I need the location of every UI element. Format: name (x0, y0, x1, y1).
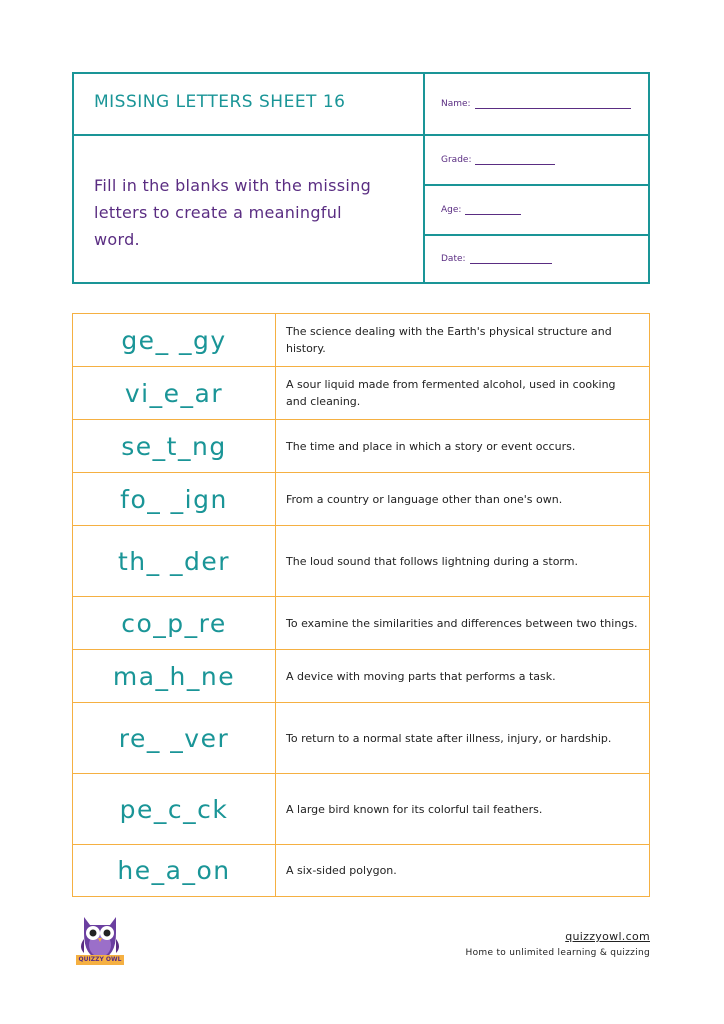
tagline: Home to unlimited learning & quizzing (465, 948, 650, 958)
missing-letter-word: he_a_on (73, 845, 276, 896)
student-info-panel (423, 74, 648, 282)
instructions-text: Fill in the blanks with the missing letters to create a meaningful word. (94, 176, 372, 249)
grade-label: Grade: (441, 155, 472, 165)
missing-letter-word: ge_ _gy (73, 314, 276, 366)
table-row (73, 844, 649, 896)
name-label: Name: (441, 99, 471, 109)
missing-letter-word: fo_ _ign (73, 473, 276, 525)
word-clue: A device with moving parts that performs a task. (286, 669, 556, 683)
grade-field[interactable] (423, 136, 648, 186)
word-clue: To examine the similarities and differences between two things. (286, 616, 638, 630)
table-row (73, 773, 649, 844)
word-clue: From a country or language other than one's own. (286, 492, 563, 506)
missing-letter-word: se_t_ng (73, 420, 276, 472)
word-clue: The science dealing with the Earth's physical structure and history. (286, 325, 612, 355)
table-row (73, 596, 649, 649)
table-row (73, 314, 649, 366)
table-row (73, 366, 649, 419)
table-row (73, 649, 649, 702)
word-clue: A sour liquid made from fermented alcohol, used in cooking and cleaning. (286, 378, 616, 408)
logo-label: QUIZZY OWL (76, 955, 124, 965)
word-clue: The loud sound that follows lightning during a storm. (286, 554, 578, 568)
grade-blank-line (475, 156, 555, 165)
missing-letter-word: th_ _der (73, 526, 276, 596)
missing-letter-word: re_ _ver (73, 703, 276, 773)
worksheet-header (72, 72, 650, 284)
header-left-panel (74, 74, 425, 282)
table-row (73, 702, 649, 773)
date-blank-line (470, 255, 552, 264)
word-clue: The time and place in which a story or event occurs. (286, 439, 576, 453)
word-clue: A large bird known for its colorful tail feathers. (286, 802, 543, 816)
table-row (73, 472, 649, 525)
age-blank-line (465, 206, 521, 215)
worksheet-title: MISSING LETTERS SHEET 16 (74, 74, 423, 136)
age-label: Age: (441, 205, 462, 215)
word-table (72, 313, 650, 897)
website-link[interactable]: quizzyowl.com (565, 930, 650, 943)
table-row (73, 525, 649, 596)
missing-letter-word: pe_c_ck (73, 774, 276, 844)
word-clue: To return to a normal state after illness, injury, or hardship. (286, 731, 612, 745)
date-label: Date: (441, 254, 466, 264)
table-row (73, 419, 649, 472)
missing-letter-word: ma_h_ne (73, 650, 276, 702)
word-clue: A six-sided polygon. (286, 864, 397, 877)
missing-letter-word: vi_e_ar (73, 367, 276, 419)
age-field[interactable] (423, 186, 648, 236)
name-field[interactable] (423, 74, 648, 136)
name-blank-line (475, 100, 631, 109)
missing-letter-word: co_p_re (73, 597, 276, 649)
date-field[interactable] (423, 236, 648, 282)
